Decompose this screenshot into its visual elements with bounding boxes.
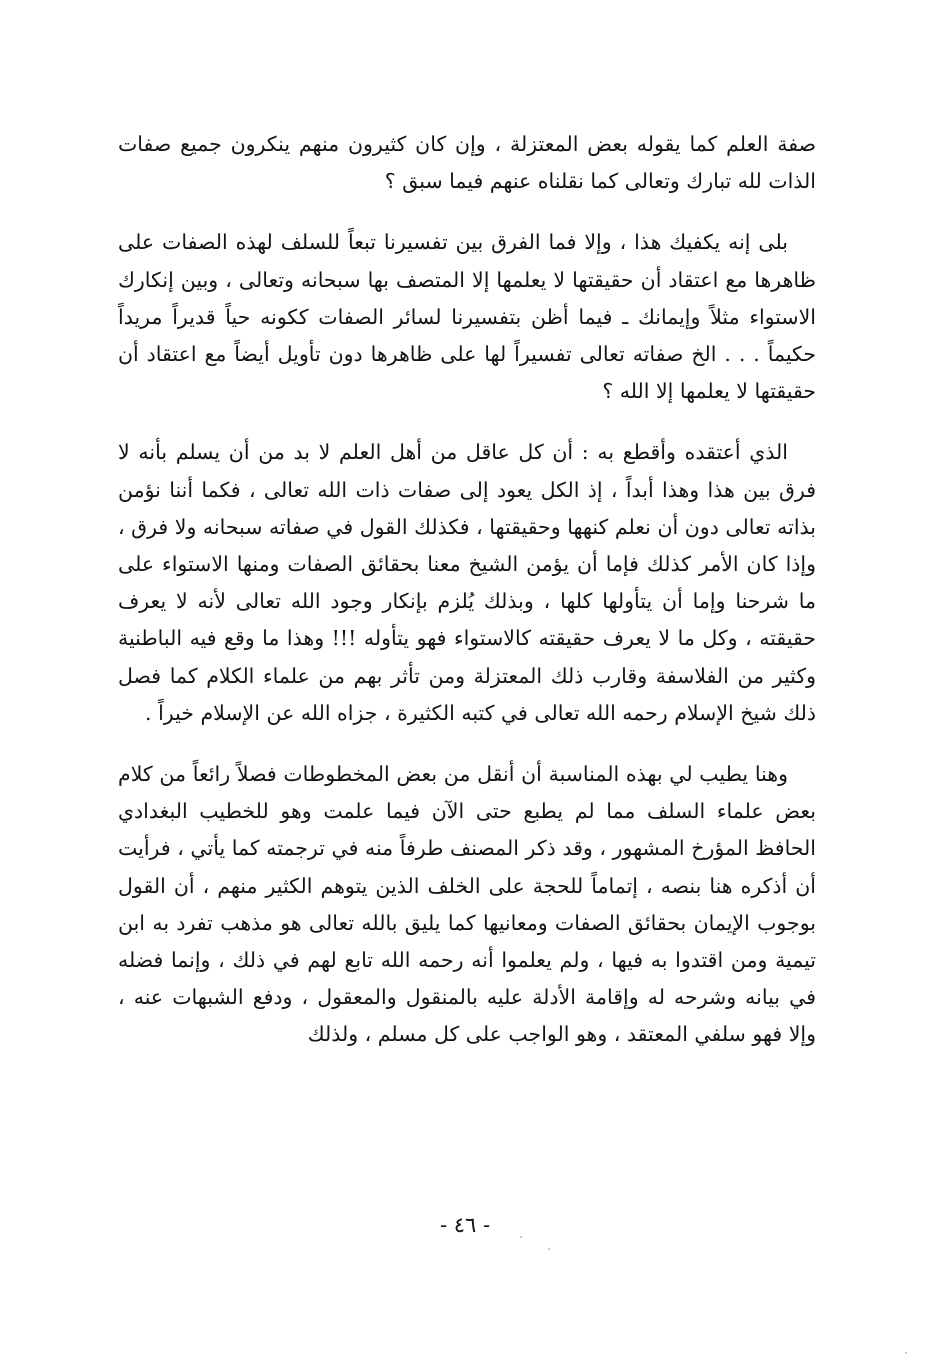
paragraph-2: بلى إنه يكفيك هذا ، وإلا فما الفرق بين تفسيرنا تبعاً للسلف لهذه الصفات على ظاهرها مع اعتقاد أن حقيقتها لا يعلمها إلا المتصف بها سبحانه وتعالى ، وبين إنكارك الاستواء مثلاً وإيمانك ـ فيما أظن بتفسيرنا لسائر الصفات ككونه حياً قديراً مريداً حكيماً . . . الخ صفاته تعالى تفسيراً لها على ظاهرها دون تأويل أيضاً مع اعتقاد أن حقيقتها لا يعلمها إلا الله ؟: [118, 230, 816, 404]
paragraph-4: وهنا يطيب لي بهذه المناسبة أن أنقل من بعض المخطوطات فصلاً رائعاً من كلام بعض علماء السلف مما لم يطبع حتى الآن فيما علمت وهو للخطيب البغدادي الحافظ المؤرخ المشهور ، وقد ذكر المصنف طرفاً منه في ترجمته كما يأتي ، فرأيت أن أذكره هنا بنصه ، إتماماً للحجة على الخلف الذين يتوهم الكثير منهم ، أن القول بوجوب الإيمان بحقائق الصفات ومعانيها كما يليق بالله تعالى هو مذهب تفرد به ابن تيمية ومن اقتدوا به فيها ، ولم يعلموا أنه رحمه الله تابع لهم في ذلك ، وإنما فضله في بيانه وشرحه له وإقامة الأدلة عليه بالمنقول والمعقول ، ودفع الشبهات عنه ، وإلا فهو سلفي المعتقد ، وهو الواجب على كل مسلم ، ولذلك: [118, 762, 816, 1047]
paragraph-1: صفة العلم كما يقوله بعض المعتزلة ، وإن كان كثيرون منهم ينكرون جميع صفات الذات لله تبارك وتعالى كما نقلناه عنهم فيما سبق ؟: [118, 132, 816, 194]
body-text: [118, 126, 816, 1078]
page-number: - ٤٦ -: [439, 1213, 491, 1237]
scan-speck: [905, 1352, 907, 1354]
scan-speck: [520, 1236, 522, 1238]
scan-speck: [548, 1248, 550, 1250]
paragraph-3: الذي أعتقده وأقطع به : أن كل عاقل من أهل العلم لا بد من أن يسلم بأنه لا فرق بين هذا وهذا أبداً ، إذ الكل يعود إلى صفات ذات الله تعالى ، فكما أننا نؤمن بذاته تعالى دون أن نعلم كنهها وحقيقتها ، فكذلك القول في صفاته سبحانه ولا فرق ، وإذا كان الأمر كذلك فإما أن يؤمن الشيخ معنا بحقائق الصفات ومنها الاستواء على ما شرحنا وإما أن يتأولها كلها ، وبذلك يُلزم بإنكار وجود الله تعالى لأنه لا يعرف حقيقته ، وكل ما لا يعرف حقيقته كالاستواء فهو يتأوله !!! وهذا ما وقع فيه الباطنية وكثير من الفلاسفة وقارب ذلك المعتزلة ومن تأثر بهم من علماء الكلام كما فصل ذلك شيخ الإسلام رحمه الله تعالى في كتبه الكثيرة ، جزاه الله عن الإسلام خيراً .: [118, 440, 816, 725]
